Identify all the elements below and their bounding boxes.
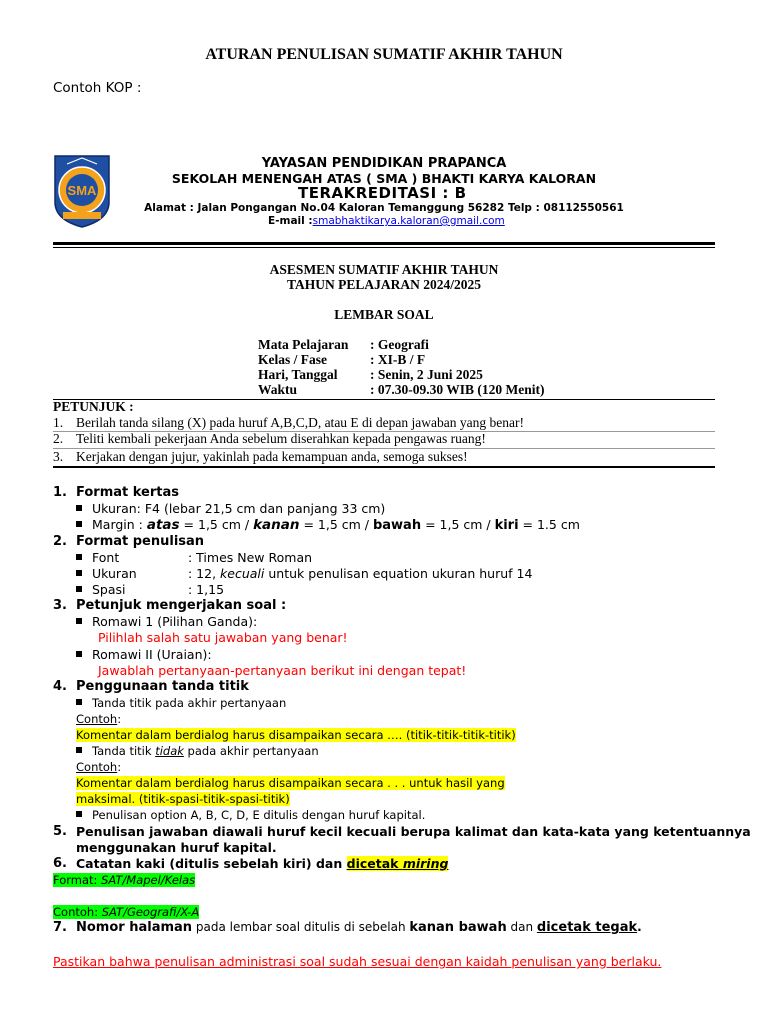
rule-2-font bbox=[76, 550, 119, 565]
r6-title-c: miring bbox=[402, 856, 449, 871]
field-value-class: : XI-B / F bbox=[370, 352, 426, 367]
romawi1-label: Romawi 1 (Pilihan Ganda): bbox=[92, 614, 258, 629]
petunjuk-num-1: 1. bbox=[53, 415, 64, 430]
ukuran-val-b: kecuali bbox=[220, 566, 265, 581]
margin-kanan: kanan bbox=[253, 517, 300, 533]
logo-text: SMA bbox=[67, 183, 97, 198]
bullet-icon bbox=[76, 586, 82, 592]
rule-3-num: 3. bbox=[53, 598, 67, 613]
rule-2-ukuran bbox=[76, 566, 137, 581]
rule-4-example-1: Komentar dalam berdialog harus disampaikan secara …. (titik-titik-titik-titik) bbox=[76, 728, 516, 742]
r7-c: kanan bawah bbox=[409, 920, 507, 935]
field-label-subject: Mata Pelajaran bbox=[258, 337, 349, 352]
rule-1-ukuran bbox=[76, 501, 385, 516]
item3-text: Penulisan option A, B, C, D, E ditulis dengan huruf kapital. bbox=[92, 808, 426, 822]
rule-4-item2 bbox=[76, 744, 319, 758]
rule-6-title bbox=[76, 856, 448, 871]
r6-title-b bbox=[347, 856, 449, 871]
rule-2-title: Format penulisan bbox=[76, 534, 205, 549]
rule-6-format bbox=[53, 873, 195, 887]
format-label: Format: bbox=[53, 873, 102, 887]
rule-5-num: 5. bbox=[53, 824, 67, 839]
rule-5-line2: menggunakan huruf kapital. bbox=[76, 840, 277, 855]
rule-4-item3 bbox=[76, 808, 425, 822]
margin-kanan-val: = 1,5 cm / bbox=[299, 517, 373, 532]
field-label-time: Waktu bbox=[258, 382, 298, 397]
font-label: Font bbox=[92, 550, 120, 565]
bullet-icon bbox=[76, 811, 82, 817]
school-accreditation: TERAKREDITASI : B bbox=[298, 184, 467, 202]
rule-4-contoh-2 bbox=[76, 760, 121, 774]
kop-label: Contoh KOP : bbox=[53, 80, 142, 96]
rule-4-num: 4. bbox=[53, 679, 67, 694]
ukuran-val-a: : 12, bbox=[188, 566, 221, 581]
ukuran-val-c: untuk penulisan equation ukuran huruf 14 bbox=[264, 566, 533, 581]
exam-line1: ASESMEN SUMATIF AKHIR TAHUN bbox=[269, 262, 499, 277]
school-name: SEKOLAH MENENGAH ATAS ( SMA ) BHAKTI KARYA KALORAN bbox=[171, 171, 597, 186]
bullet-icon bbox=[76, 570, 82, 576]
school-address: Alamat : Jalan Pongangan No.04 Kaloran Temanggung 56282 Telp : 08112550561 bbox=[144, 202, 624, 214]
page-title: ATURAN PENULISAN SUMATIF AKHIR TAHUN bbox=[205, 46, 563, 63]
rule-6-contoh bbox=[53, 905, 199, 919]
rule-1-margin bbox=[76, 517, 580, 533]
rule-5-line1: Penulisan jawaban diawali huruf kecil kecuali berupa kalimat dan kata-kata yang ketentuannya bbox=[76, 824, 751, 839]
r7-b: pada lembar soal ditulis di sebelah bbox=[192, 920, 410, 934]
contoh-label: Contoh bbox=[76, 760, 118, 774]
contoh-colon: : bbox=[117, 712, 122, 726]
r7-d: dan bbox=[506, 920, 537, 934]
bullet-icon bbox=[76, 554, 82, 560]
margin-atas: atas bbox=[146, 517, 180, 533]
bullet-icon bbox=[76, 521, 82, 527]
item1-text: Tanda titik pada akhir pertanyaan bbox=[92, 696, 287, 710]
petunjuk-item-1: Berilah tanda silang (X) pada huruf A,B,C,D, atau E di depan jawaban yang benar! bbox=[76, 415, 524, 430]
kop-rule-thin bbox=[53, 247, 715, 248]
closing-note: Pastikan bahwa penulisan administrasi soal sudah sesuai dengan kaidah penulisan yang berlaku. bbox=[53, 954, 662, 969]
field-label-class: Kelas / Fase bbox=[258, 352, 327, 367]
kop-rule-thick bbox=[53, 242, 715, 245]
format-val: SAT/Mapel/Kelas bbox=[101, 873, 196, 887]
petunjuk-num-2: 2. bbox=[53, 431, 64, 446]
school-email-line bbox=[268, 215, 505, 227]
rule-2-num: 2. bbox=[53, 534, 67, 549]
margin-label: Margin : bbox=[92, 517, 147, 532]
field-value-date: : Senin, 2 Juni 2025 bbox=[370, 367, 483, 382]
margin-atas-val: = 1,5 cm / bbox=[179, 517, 254, 532]
spasi-label: Spasi bbox=[92, 582, 126, 597]
margin-kiri-val: = 1.5 cm bbox=[518, 517, 580, 532]
r7-f: . bbox=[637, 920, 642, 934]
rule-4-title: Penggunaan tanda titik bbox=[76, 679, 249, 694]
contoh-label: Contoh: bbox=[53, 905, 102, 919]
romawi2-label: Romawi II (Uraian): bbox=[92, 647, 212, 662]
r6-title-a: Catatan kaki (ditulis sebelah kiri) dan bbox=[76, 856, 347, 871]
school-foundation: YAYASAN PENDIDIKAN PRAPANCA bbox=[261, 156, 507, 171]
item2-a: Tanda titik bbox=[92, 744, 156, 758]
margin-bawah: bawah bbox=[372, 518, 422, 533]
rule-3-romawi2-text: Jawablah pertanyaan-pertanyaan berikut ini dengan tepat! bbox=[98, 663, 467, 678]
rule-7-text bbox=[76, 920, 642, 935]
field-value-subject: : Geografi bbox=[370, 337, 429, 352]
exam-line2: TAHUN PELAJARAN 2024/2025 bbox=[286, 277, 481, 292]
exam-sheet: LEMBAR SOAL bbox=[334, 307, 434, 322]
rule-7-num: 7. bbox=[53, 920, 67, 935]
rule-2-font-val: : Times New Roman bbox=[188, 550, 313, 565]
rule-4-contoh-1 bbox=[76, 712, 121, 726]
margin-kiri: kiri bbox=[494, 518, 519, 533]
r6-title-b-text: dicetak bbox=[346, 856, 403, 871]
rule-4-example-2-line2: maksimal. (titik-spasi-titik-spasi-titik) bbox=[76, 792, 290, 806]
bullet-icon bbox=[76, 505, 82, 511]
petunjuk-bottom-rule bbox=[53, 466, 715, 468]
item2-b: tidak bbox=[155, 744, 184, 758]
petunjuk-item-2: Teliti kembali pekerjaan Anda sebelum diserahkan kepada pengawas ruang! bbox=[76, 431, 486, 446]
field-label-date: Hari, Tanggal bbox=[258, 367, 338, 382]
r7-e: dicetak tegak bbox=[536, 920, 638, 935]
bullet-icon bbox=[76, 747, 82, 753]
rule-3-title: Petunjuk mengerjakan soal : bbox=[76, 598, 287, 613]
rule-1-title: Format kertas bbox=[76, 485, 180, 500]
rule-6-num: 6. bbox=[53, 856, 67, 871]
petunjuk-top-rule bbox=[53, 399, 715, 400]
email-label: E-mail : bbox=[268, 215, 313, 227]
bullet-icon bbox=[76, 699, 82, 705]
bullet-icon bbox=[76, 651, 82, 657]
rule-3-romawi2 bbox=[76, 647, 212, 662]
petunjuk-item-3: Kerjakan dengan jujur, yakinlah pada kemampuan anda, semoga sukses! bbox=[76, 449, 468, 464]
ukuran-label: Ukuran bbox=[92, 566, 137, 581]
contoh-val: SAT/Geografi/X-A bbox=[101, 905, 200, 919]
contoh-colon: : bbox=[117, 760, 122, 774]
ukuran-text: Ukuran: F4 (lebar 21,5 cm dan panjang 33 cm) bbox=[92, 501, 386, 516]
rule-2-spasi bbox=[76, 582, 126, 597]
rule-4-item1 bbox=[76, 696, 286, 710]
petunjuk-heading: PETUNJUK : bbox=[53, 399, 134, 414]
email-link[interactable]: smabhaktikarya.kaloran@gmail.com bbox=[312, 215, 505, 227]
margin-bawah-val: = 1,5 cm / bbox=[421, 517, 495, 532]
item2-c: pada akhir pertanyaan bbox=[183, 744, 319, 758]
rule-1-num: 1. bbox=[53, 485, 67, 500]
rule-4-example-2-line1: Komentar dalam berdialog harus disampaikan secara . . . untuk hasil yang bbox=[76, 776, 505, 790]
field-value-time: : 07.30-09.30 WIB (120 Menit) bbox=[370, 382, 545, 397]
rule-3-romawi1-text: Pilihlah salah satu jawaban yang benar! bbox=[98, 630, 348, 645]
bullet-icon bbox=[76, 618, 82, 624]
petunjuk-num-3: 3. bbox=[53, 449, 64, 464]
rule-3-romawi1 bbox=[76, 614, 257, 629]
rule-2-spasi-val: : 1,15 bbox=[188, 582, 225, 597]
r7-a: Nomor halaman bbox=[76, 920, 193, 935]
rule-2-ukuran-val bbox=[188, 566, 532, 581]
contoh-label: Contoh bbox=[76, 712, 118, 726]
